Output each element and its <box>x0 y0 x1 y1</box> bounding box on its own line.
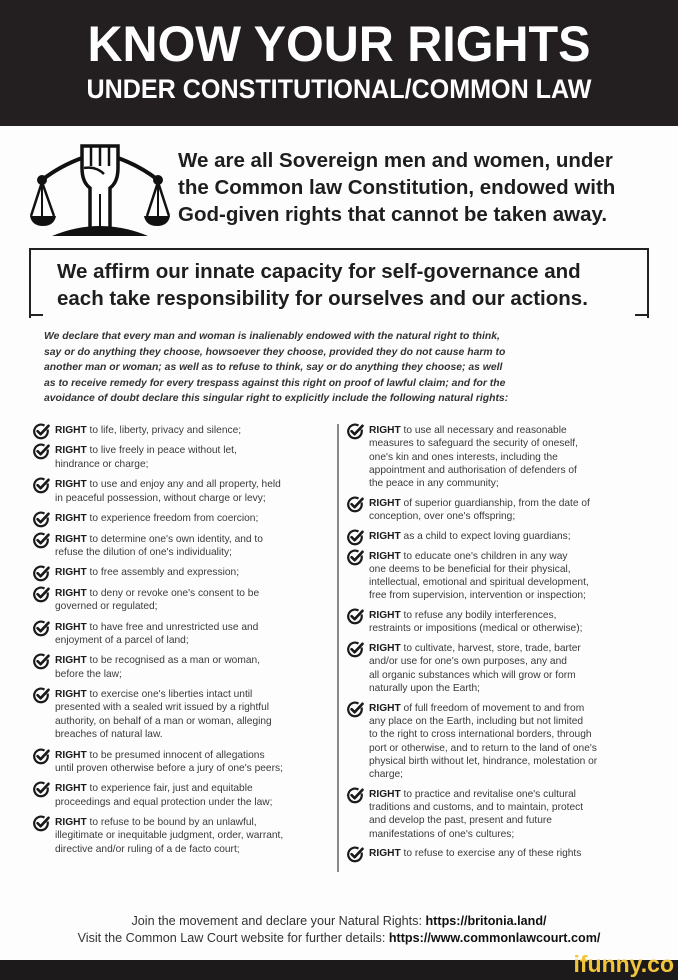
right-text: in peaceful possession, without charge or levy; <box>55 492 266 504</box>
intro-line: God-given rights that cannot be taken away. <box>178 203 608 226</box>
right-text: all organic substances which will grow or form <box>369 669 576 681</box>
check-circle-icon <box>347 423 364 440</box>
check-circle-icon <box>33 532 50 549</box>
right-text-line <box>55 492 333 505</box>
right-text: one's kin and ones interests, including the <box>369 451 558 463</box>
declaration-line: another man or woman; as well as to refuse to think, say or do anything they choose; as well <box>44 362 503 374</box>
right-keyword: RIGHT <box>369 702 401 714</box>
right-text: intellectual, emotional and spiritual development, <box>369 577 589 589</box>
check-circle-icon <box>33 620 50 637</box>
right-keyword: RIGHT <box>55 749 87 761</box>
right-text: of full freedom of movement to and from <box>403 702 585 714</box>
check-circle-icon <box>347 846 364 863</box>
declaration-line: avoidance of doubt declare this singular right to explicitly include the following natural rights: <box>44 393 509 405</box>
right-text: and/or use for one's own purposes, any and <box>369 656 567 668</box>
right-text: as a child to expect loving guardians; <box>403 530 571 542</box>
right-text-line <box>369 847 667 860</box>
right-text-line <box>55 566 333 579</box>
right-text-line <box>369 589 667 602</box>
right-text-line <box>369 788 667 801</box>
right-keyword: RIGHT <box>369 425 401 436</box>
right-text: governed or regulated; <box>55 601 158 613</box>
right-text-line <box>55 546 333 559</box>
right-text: physical birth without let, hindrance, molestation or <box>369 755 598 767</box>
intro-line: We are all Sovereign men and women, under <box>178 149 613 172</box>
page-subtitle: UNDER CONSTITUTIONAL/COMMON LAW <box>86 74 592 104</box>
right-text-line <box>369 642 667 655</box>
right-keyword: RIGHT <box>369 550 401 562</box>
footer-text: Join the movement and declare your Natural Rights: <box>131 914 426 928</box>
right-text: manifestations of one's cultures; <box>369 828 515 840</box>
right-keyword: RIGHT <box>369 610 401 622</box>
right-text-line <box>369 655 667 668</box>
right-text: breaches of natural law. <box>55 729 163 741</box>
right-list-item <box>347 847 667 860</box>
check-circle-icon <box>347 608 364 625</box>
right-text: to refuse to exercise any of these rights <box>403 848 582 860</box>
right-list-item <box>33 816 333 856</box>
right-text: presented with a sealed writ issued by a rightful <box>55 702 270 714</box>
right-text-line <box>369 728 667 741</box>
right-text: authority, on behalf of a man or woman, alleging <box>55 715 272 727</box>
right-text-line <box>369 715 667 728</box>
check-circle-icon <box>33 443 50 460</box>
right-text-line <box>369 563 667 576</box>
right-text-line <box>369 437 667 450</box>
right-text-line <box>55 728 333 741</box>
check-circle-icon <box>347 787 364 804</box>
right-text: to experience freedom from coercion; <box>89 513 259 525</box>
right-keyword: RIGHT <box>55 783 87 795</box>
right-keyword: RIGHT <box>55 479 87 491</box>
check-circle-icon <box>33 477 50 494</box>
right-text-line <box>55 688 333 701</box>
right-keyword: RIGHT <box>55 445 87 457</box>
right-text: port or otherwise, and to return to the land of one's <box>369 742 597 754</box>
right-text-line <box>369 530 667 543</box>
right-text: traditions and customs, and to maintain, protect <box>369 802 584 814</box>
right-text-line <box>55 587 333 600</box>
right-list-item <box>33 621 333 648</box>
right-text-line <box>55 634 333 647</box>
right-text-line <box>369 424 667 437</box>
right-list-item <box>33 749 333 776</box>
commonlawcourt-link[interactable]: https://www.commonlawcourt.com/ <box>388 931 601 945</box>
declaration-line: say or do anything they choose, howsoever they choose, provided they do not cause harm to <box>44 346 506 358</box>
affirmation-box <box>29 248 649 316</box>
right-text-line <box>55 782 333 795</box>
sovereign-statement <box>178 147 668 228</box>
check-circle-icon <box>347 496 364 513</box>
right-text: to free assembly and expression; <box>89 567 240 579</box>
right-list-item <box>347 424 667 490</box>
right-text: to refuse to be bound by an unlawful, <box>89 817 257 829</box>
right-text-line <box>369 682 667 695</box>
right-list-item <box>33 688 333 741</box>
footer-line-visit <box>0 930 678 947</box>
check-circle-icon <box>347 529 364 546</box>
right-keyword: RIGHT <box>55 689 87 701</box>
box-corner <box>635 314 649 316</box>
check-circle-icon <box>347 701 364 718</box>
right-text: to use all necessary and reasonable <box>403 425 567 436</box>
right-keyword: RIGHT <box>369 530 401 542</box>
footer-line-join <box>0 913 678 930</box>
right-text-line <box>369 828 667 841</box>
right-text-line <box>55 478 333 491</box>
ifunny-watermark: ifunny.co <box>573 951 674 977</box>
right-text: the peace in any community; <box>369 478 499 490</box>
right-text: to life, liberty, privacy and silence; <box>89 425 242 436</box>
right-keyword: RIGHT <box>55 533 87 545</box>
right-text-line <box>369 451 667 464</box>
right-text-line <box>55 796 333 809</box>
right-text-line <box>369 755 667 768</box>
right-text-line <box>55 701 333 714</box>
right-text: to refuse any bodily interferences, <box>403 610 557 622</box>
right-text: to deny or revoke one's consent to be <box>89 587 260 599</box>
right-list-item <box>33 566 333 579</box>
rights-list-right <box>347 424 667 867</box>
right-text-line <box>369 510 667 523</box>
right-text: and develop the past, present and future <box>369 815 552 827</box>
right-keyword: RIGHT <box>55 587 87 599</box>
right-text-line <box>55 762 333 775</box>
right-text-line <box>55 843 333 856</box>
right-text: to be recognised as a man or woman, <box>89 655 260 667</box>
right-text-line <box>55 668 333 681</box>
right-text-line <box>369 814 667 827</box>
right-keyword: RIGHT <box>369 643 401 655</box>
right-text: until proven otherwise before a jury of one's peers; <box>55 762 283 774</box>
right-text: measures to safeguard the security of oneself, <box>369 438 578 450</box>
right-text: of superior guardianship, from the date of <box>403 497 590 509</box>
right-keyword: RIGHT <box>55 621 87 633</box>
affirm-line: We affirm our innate capacity for self-governance and <box>57 260 581 283</box>
right-text-line <box>369 477 667 490</box>
scales-of-justice-fist-icon <box>30 138 170 236</box>
check-circle-icon <box>33 687 50 704</box>
right-keyword: RIGHT <box>55 425 87 436</box>
right-text-line <box>55 749 333 762</box>
right-keyword: RIGHT <box>55 655 87 667</box>
britonia-link[interactable]: https://britonia.land/ <box>425 914 547 928</box>
right-text-line <box>55 600 333 613</box>
check-circle-icon <box>33 423 50 440</box>
right-text-line <box>369 622 667 635</box>
right-list-item <box>347 702 667 782</box>
column-divider <box>337 424 339 872</box>
right-text: directive and/or ruling of a de facto court; <box>55 843 240 855</box>
right-text-line <box>55 715 333 728</box>
right-text: to use and enjoy any and all property, held <box>89 479 281 491</box>
right-text: to have free and unrestricted use and <box>89 621 259 633</box>
right-text: appointment and authorisation of defenders of <box>369 464 577 476</box>
right-text-line <box>369 464 667 477</box>
right-text: to determine one's own identity, and to <box>89 533 263 545</box>
right-text-line <box>369 497 667 510</box>
right-text-line <box>369 669 667 682</box>
right-list-item <box>33 424 333 437</box>
right-text: one deems to be beneficial for their physical, <box>369 563 571 575</box>
right-text: to cultivate, harvest, store, trade, barter <box>403 643 581 655</box>
right-list-item <box>347 609 667 636</box>
right-text-line <box>55 444 333 457</box>
check-circle-icon <box>347 549 364 566</box>
right-list-item <box>33 512 333 525</box>
right-text: to practice and revitalise one's cultural <box>403 788 576 800</box>
check-circle-icon <box>33 748 50 765</box>
right-text-line <box>55 512 333 525</box>
right-text-line <box>369 576 667 589</box>
right-text: restraints or impositions (medical or otherwise); <box>369 623 583 635</box>
right-text: refuse the dilution of one's individuality; <box>55 546 232 558</box>
right-keyword: RIGHT <box>55 817 87 829</box>
right-text-line <box>55 816 333 829</box>
right-text-line <box>369 742 667 755</box>
right-list-item <box>33 533 333 560</box>
right-list-item <box>347 788 667 841</box>
right-text-line <box>55 533 333 546</box>
right-keyword: RIGHT <box>369 788 401 800</box>
right-text-line <box>369 702 667 715</box>
right-text-line <box>369 550 667 563</box>
footer-text: Visit the Common Law Court website for further details: <box>77 931 389 945</box>
right-text: conception, over one's offspring; <box>369 511 516 523</box>
right-text: free from supervision, intervention or inspection; <box>369 590 586 602</box>
rights-list-left <box>33 424 333 863</box>
box-corner <box>29 314 43 316</box>
right-text: proceedings and equal protection under the law; <box>55 796 273 808</box>
right-list-item <box>347 642 667 695</box>
right-text-line <box>55 458 333 471</box>
right-list-item <box>347 530 667 543</box>
right-list-item <box>33 587 333 614</box>
check-circle-icon <box>33 653 50 670</box>
right-text-line <box>55 829 333 842</box>
right-list-item <box>347 550 667 603</box>
right-text: naturally upon the Earth; <box>369 683 481 694</box>
right-text: enjoyment of a parcel of land; <box>55 634 189 646</box>
right-keyword: RIGHT <box>55 513 87 525</box>
right-text: to be presumed innocent of allegations <box>89 749 265 761</box>
right-text: to educate one's children in any way <box>403 550 568 562</box>
right-keyword: RIGHT <box>369 497 401 509</box>
right-text-line <box>55 424 333 437</box>
page-title: KNOW YOUR RIGHTS <box>87 16 591 72</box>
right-text: to experience fair, just and equitable <box>89 783 253 795</box>
right-text-line <box>55 621 333 634</box>
right-list-item <box>33 444 333 471</box>
right-text-line <box>369 801 667 814</box>
declaration-line: as to receive remedy for every trespass against this right on proof of lawful claim; and for the <box>44 377 506 389</box>
right-text: any place on the Earth, including but not limited <box>369 715 584 727</box>
header-banner <box>0 0 678 126</box>
right-text: to exercise one's liberties intact until <box>89 689 253 701</box>
right-text-line <box>369 609 667 622</box>
check-circle-icon <box>347 641 364 658</box>
right-text: illegitimate or inequitable judgment, order, warrant, <box>55 830 284 842</box>
check-circle-icon <box>33 511 50 528</box>
right-text: before the law; <box>55 668 122 680</box>
right-keyword: RIGHT <box>55 567 87 579</box>
check-circle-icon <box>33 586 50 603</box>
right-keyword: RIGHT <box>369 848 401 860</box>
right-list-item <box>33 782 333 809</box>
check-circle-icon <box>33 565 50 582</box>
right-text-line <box>369 768 667 781</box>
check-circle-icon <box>33 815 50 832</box>
right-text: hindrance or charge; <box>55 458 149 470</box>
right-text: charge; <box>369 769 403 781</box>
intro-line: the Common law Constitution, endowed with <box>178 176 616 199</box>
right-list-item <box>347 497 667 524</box>
right-text-line <box>55 654 333 667</box>
declaration-paragraph <box>44 329 644 407</box>
check-circle-icon <box>33 781 50 798</box>
declaration-line: We declare that every man and woman is inalienably endowed with the natural right to think, <box>44 331 500 342</box>
right-list-item <box>33 478 333 505</box>
right-text: to live freely in peace without let, <box>89 445 237 457</box>
right-text: to the right to cross international borders, through <box>369 729 592 741</box>
affirm-line: each take responsibility for ourselves and our actions. <box>57 287 588 310</box>
affirmation-text <box>57 258 647 312</box>
right-list-item <box>33 654 333 681</box>
